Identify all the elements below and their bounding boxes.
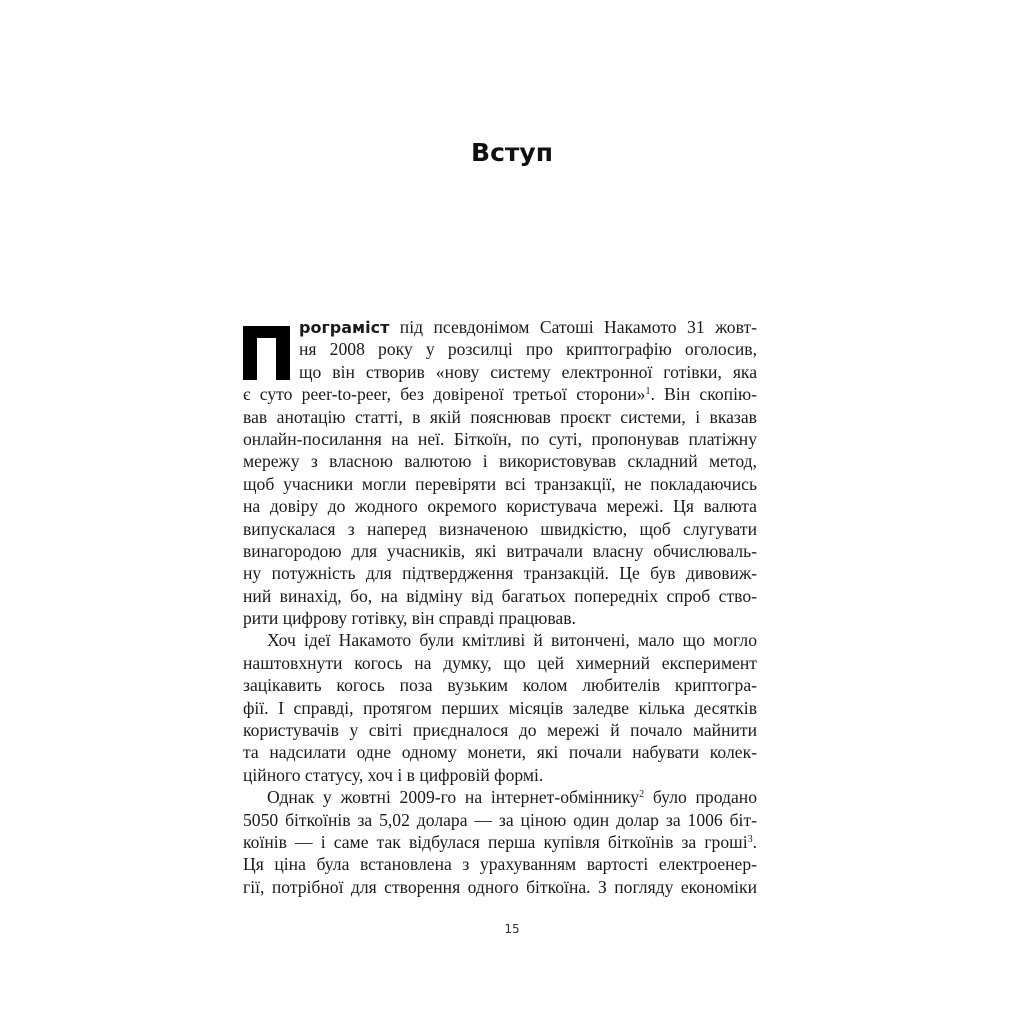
paragraph-2 — [243, 629, 757, 786]
footnote-ref-1[interactable]: 1 — [645, 386, 651, 398]
text-line: Ця ціна була встановлена з урахуванням вартості електроенер- — [243, 854, 757, 875]
text-line: користувачів у світі приєдналося до мережі й почало майнити — [243, 720, 757, 741]
text-line: зацікавить когось поза вузьким колом любителів криптогра- — [243, 675, 757, 696]
text-line: що він створив «нову систему електронної готівки, яка — [299, 361, 757, 382]
text-span: . — [752, 831, 757, 852]
text-span: під псевдонімом Сатоші Накамото 31 жовт- — [389, 317, 757, 337]
text-line: рити цифрову готівку, він справді працював. — [243, 608, 576, 629]
text-line: ня 2008 року у розсилці про криптографію оголосив, — [299, 339, 757, 360]
text-span: . Він скопію- — [650, 384, 757, 405]
text-line: Хоч ідеї Накамото були кмітливі й витончені, мало що могло — [267, 630, 757, 651]
text-span: є суто peer-to-peer, без довіреної третьої сторони» — [243, 384, 646, 405]
text-line: щоб учасники могли перевіряти всі транзакції, не покладаючись — [243, 473, 757, 494]
text-line: фії. І справді, протягом перших місяців заледве кілька десятків — [243, 697, 757, 718]
text-line: ційного статусу, хоч і в цифровій формі. — [243, 764, 544, 785]
text-line — [243, 383, 757, 405]
text-line: вав анотацію статті, в якій пояснював проєкт системи, і вказав — [243, 406, 757, 427]
text-line: ну потужність для підтвердження транзакцій. Це був дивовиж- — [243, 563, 757, 584]
text-line: та надсилати одне одному монети, які почали набувати колек- — [243, 742, 757, 763]
text-line — [299, 316, 757, 338]
text-span: було продано — [644, 787, 757, 808]
chapter-title: Вступ — [471, 138, 553, 167]
text-line — [243, 786, 757, 808]
text-line: на довіру до жодного окремого користувача мережі. Ця валюта — [243, 496, 757, 517]
text-line: ний винахід, бо, на відміну від багатьох попередніх спроб ство- — [243, 585, 757, 606]
text-line — [243, 831, 757, 853]
body-text — [243, 316, 757, 898]
text-span: коїнів — і саме так відбулася перша купівля біткоїнів за гроші — [243, 831, 748, 852]
footnote-ref-3[interactable]: 3 — [747, 833, 753, 845]
text-span: Однак у жовтні 2009-го на інтернет-обміннику — [267, 787, 640, 808]
text-line: гії, потрібної для створення одного біткоїна. З погляду економіки — [243, 876, 757, 897]
paragraph-3 — [243, 786, 757, 898]
text-line: мережу з власною валютою і використовував складний метод, — [243, 451, 757, 472]
text-line: 5050 біткоїнів за 5,02 долара — за ціною один долар за 1006 біт- — [243, 809, 757, 830]
lead-word: рограміст — [299, 318, 390, 337]
text-line: випускалася з наперед визначеною швидкістю, щоб слугувати — [243, 518, 757, 539]
drop-cap — [243, 326, 290, 380]
footnote-ref-2[interactable]: 2 — [639, 789, 645, 801]
text-line: онлайн-посилання на неї. Біткоїн, по суті, пропонував платіжну — [243, 428, 757, 449]
text-line: наштовхнути когось на думку, що цей химерний експеримент — [243, 652, 757, 673]
paragraph-1 — [243, 316, 757, 629]
page-number: 15 — [504, 922, 520, 936]
text-line: винагородою для учасників, які витрачали власну обчислюваль- — [243, 540, 757, 561]
